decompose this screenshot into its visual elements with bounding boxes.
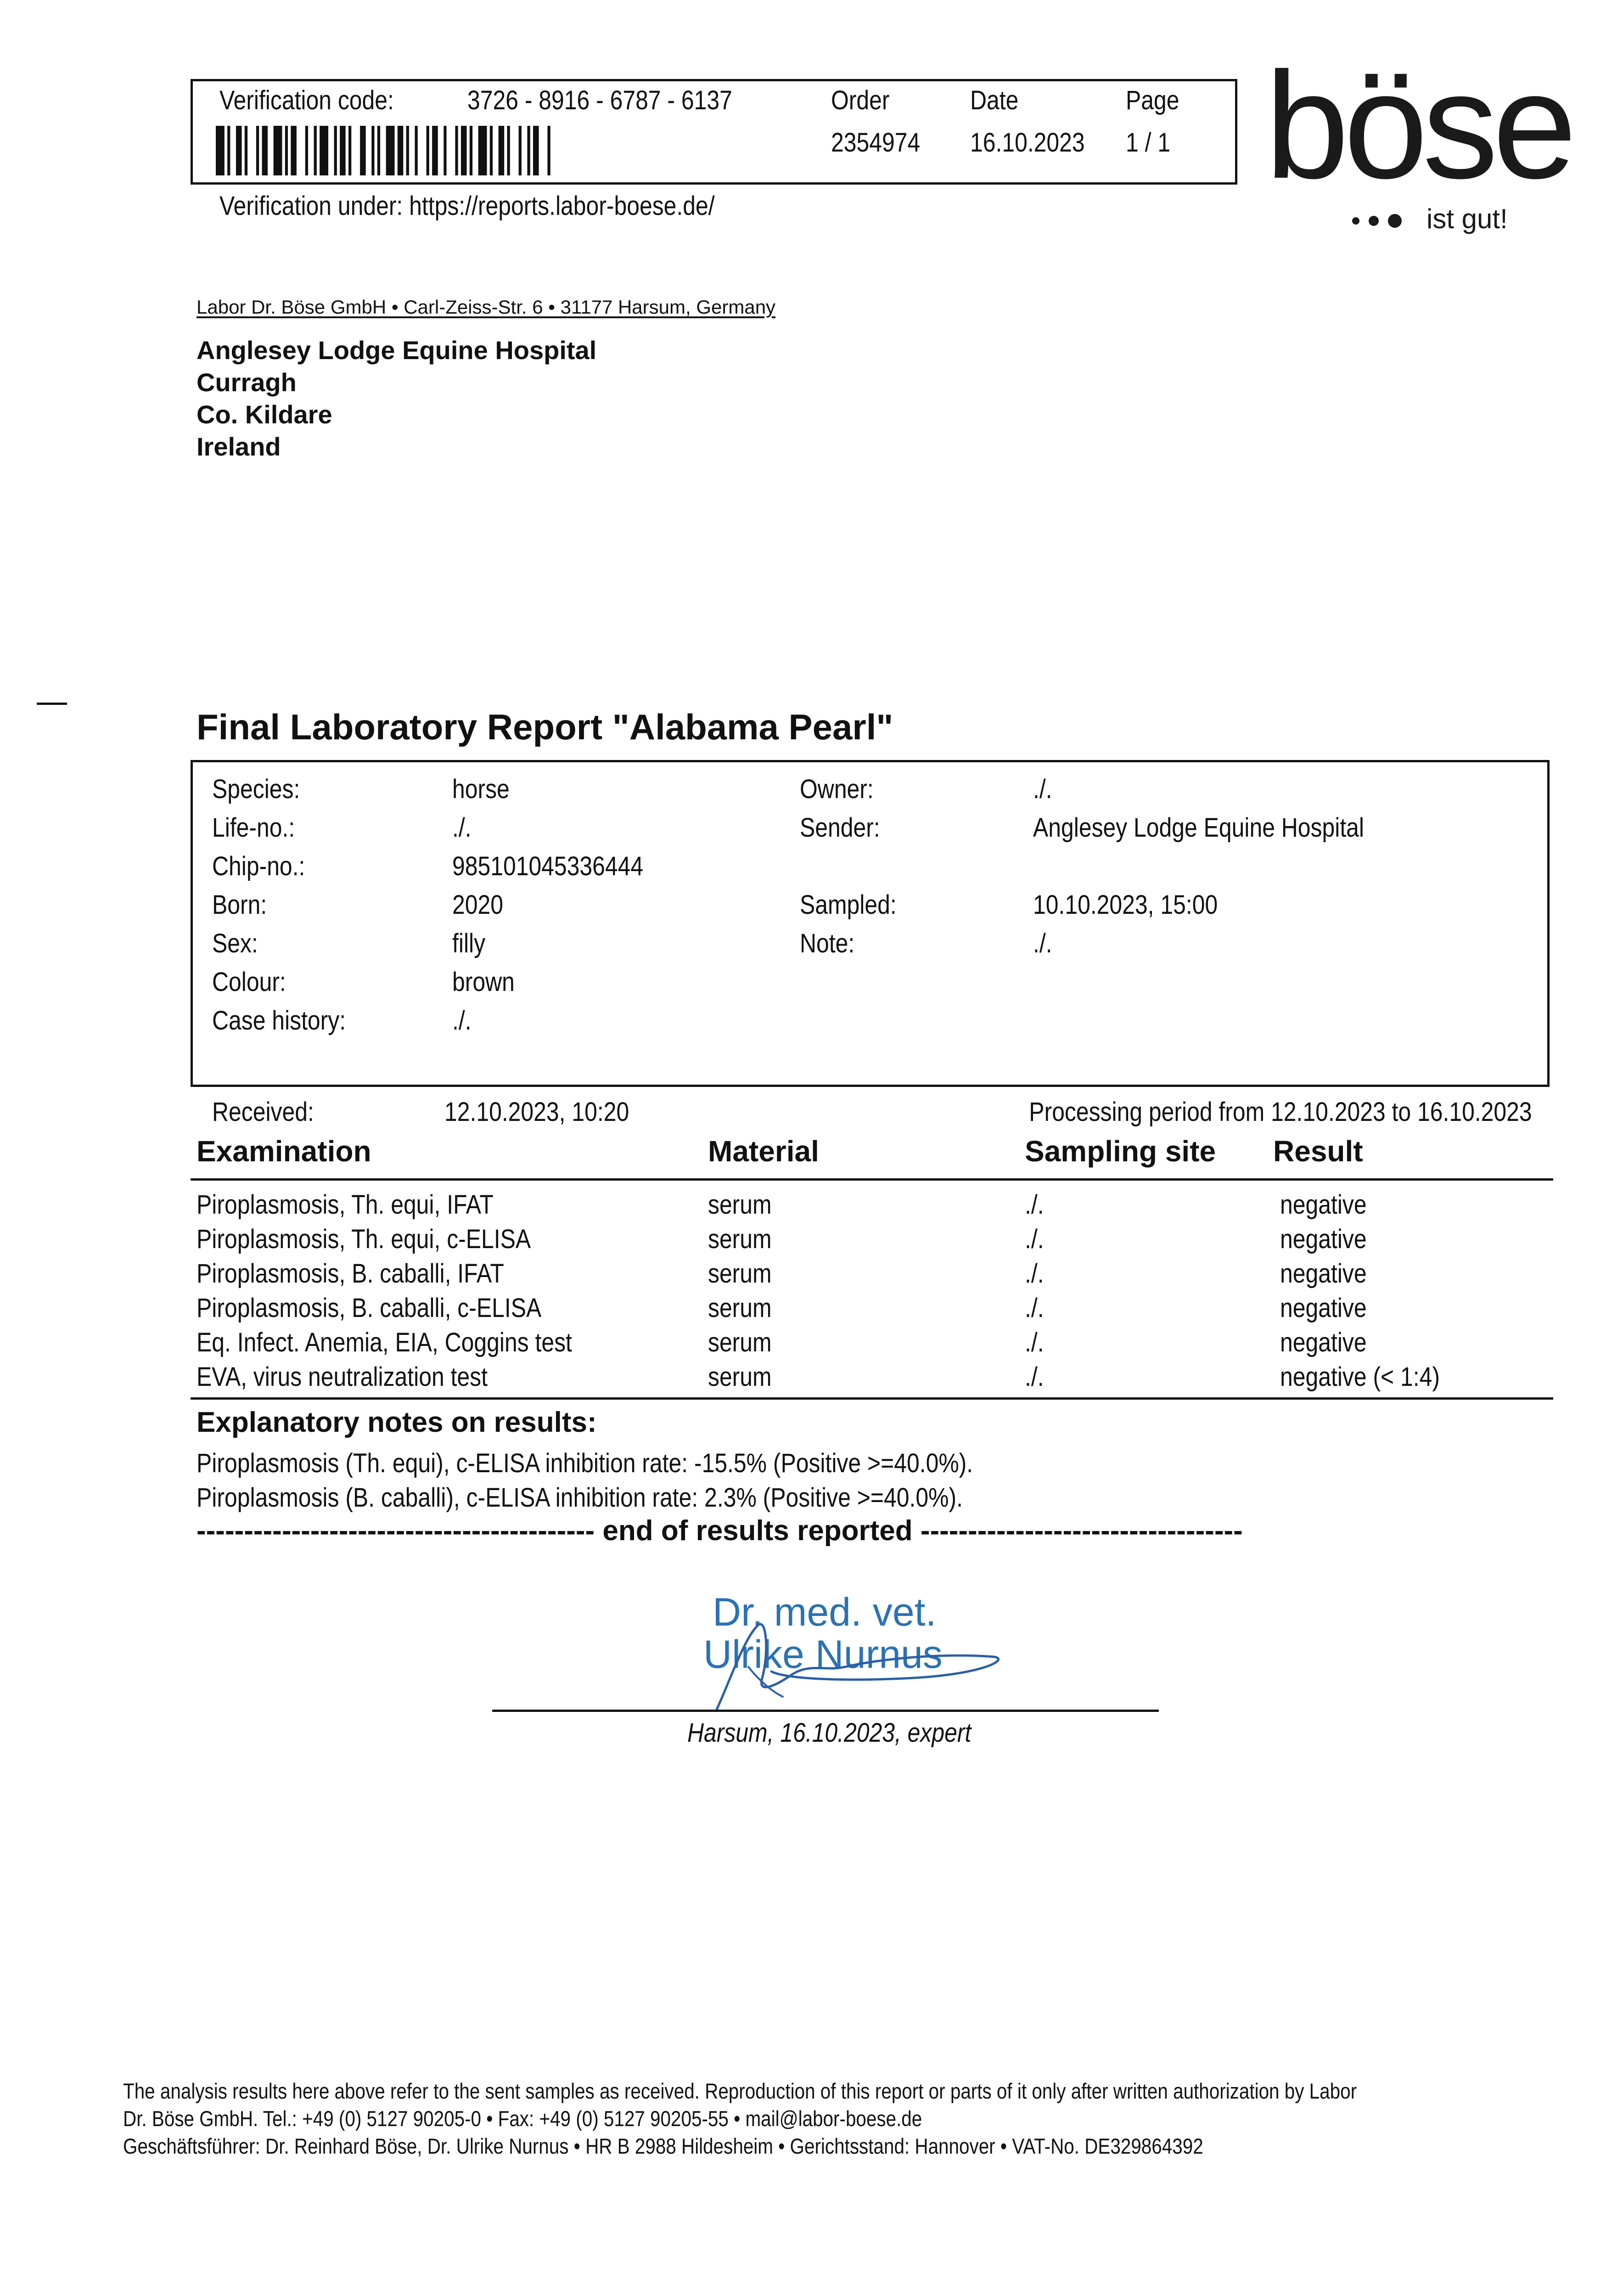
result-cell-sampling-site: ./. (1025, 1190, 1044, 1220)
case-history-value: ./. (452, 1006, 472, 1035)
boese-logo (1265, 40, 1572, 243)
result-cell-result: negative (1280, 1190, 1367, 1220)
end-of-results-marker: ------------------------------------------ end of results reported ---------------------------------- (197, 1515, 1243, 1547)
signature-title: Dr. med. vet. (713, 1590, 937, 1634)
life-no-label: Life-no.: (212, 813, 295, 843)
result-cell-examination: Piroplasmosis, B. caballi, c-ELISA (197, 1293, 542, 1323)
sampled-value: 10.10.2023, 15:00 (1033, 890, 1218, 920)
owner-value: ./. (1033, 774, 1052, 804)
report-date: 16.10.2023 (970, 128, 1085, 158)
table-header-rule (191, 1178, 1553, 1181)
recipient-line-3: Co. Kildare (197, 400, 332, 429)
result-cell-material: serum (708, 1224, 772, 1254)
result-cell-result: negative (1280, 1328, 1367, 1357)
chip-no-value: 985101045336444 (452, 851, 644, 881)
owner-label: Owner: (800, 774, 874, 804)
logo-wordmark: böse (1265, 40, 1572, 210)
logo-dot (1388, 214, 1402, 228)
col-sampling-site: Sampling site (1025, 1135, 1216, 1168)
received-value: 12.10.2023, 10:20 (444, 1097, 629, 1127)
page-label: Page (1126, 85, 1179, 115)
barcode (216, 126, 553, 175)
result-cell-material: serum (708, 1259, 772, 1289)
result-cell-sampling-site: ./. (1025, 1328, 1044, 1357)
table-bottom-rule (191, 1397, 1553, 1400)
processing-period: Processing period from 12.10.2023 to 16.10.2023 (1029, 1097, 1532, 1127)
species-label: Species: (212, 774, 300, 804)
recipient-name: Anglesey Lodge Equine Hospital (197, 336, 597, 365)
born-value: 2020 (452, 890, 503, 920)
note-value: ./. (1033, 929, 1052, 958)
received-label: Received: (212, 1097, 314, 1127)
notes-title: Explanatory notes on results: (197, 1407, 597, 1438)
page-number: 1 / 1 (1126, 128, 1171, 158)
verification-code: 3726 - 8916 - 6787 - 6137 (467, 85, 732, 115)
sender-value: Anglesey Lodge Equine Hospital (1033, 813, 1365, 843)
col-examination: Examination (197, 1135, 371, 1168)
result-cell-examination: Piroplasmosis, Th. equi, c-ELISA (197, 1224, 531, 1254)
sender-label: Sender: (800, 813, 880, 843)
logo-tagline: ist gut! (1426, 203, 1508, 234)
result-cell-material: serum (708, 1328, 772, 1357)
result-cell-examination: Eq. Infect. Anemia, EIA, Coggins test (197, 1328, 572, 1357)
result-cell-examination: Piroplasmosis, B. caballi, IFAT (197, 1259, 504, 1289)
case-history-label: Case history: (212, 1006, 346, 1035)
signature-name: Ulrike Nurnus (703, 1632, 943, 1677)
sampled-label: Sampled: (800, 890, 897, 920)
logo-dot (1352, 217, 1359, 225)
patient-info-box (191, 760, 1550, 1087)
born-label: Born: (212, 890, 267, 920)
date-label: Date (970, 85, 1019, 115)
col-result: Result (1273, 1135, 1363, 1168)
fold-mark (37, 703, 67, 705)
result-cell-result: negative (< 1:4) (1280, 1362, 1440, 1392)
result-cell-examination: EVA, virus neutralization test (197, 1362, 488, 1392)
life-no-value: ./. (452, 813, 472, 843)
species-value: horse (452, 774, 510, 804)
signature-rule (492, 1710, 1159, 1712)
note-line: Piroplasmosis (Th. equi), c-ELISA inhibition rate: -15.5% (Positive >=40.0%). (197, 1448, 973, 1478)
result-cell-result: negative (1280, 1259, 1367, 1289)
colour-label: Colour: (212, 967, 286, 997)
logo-dot (1369, 216, 1379, 226)
result-cell-material: serum (708, 1293, 772, 1323)
recipient-line-2: Curragh (197, 368, 297, 397)
result-cell-sampling-site: ./. (1025, 1259, 1044, 1289)
order-label: Order (831, 85, 890, 115)
sender-address-line: Labor Dr. Böse GmbH • Carl-Zeiss-Str. 6 • 31177 Harsum, Germany (197, 296, 776, 318)
note-line: Piroplasmosis (B. caballi), c-ELISA inhibition rate: 2.3% (Positive >=40.0%). (197, 1483, 963, 1513)
result-cell-examination: Piroplasmosis, Th. equi, IFAT (197, 1190, 494, 1220)
recipient-country: Ireland (197, 432, 281, 461)
note-label: Note: (800, 929, 855, 958)
signature-scribble (689, 1598, 1010, 1717)
result-cell-result: negative (1280, 1224, 1367, 1254)
result-cell-sampling-site: ./. (1025, 1224, 1044, 1254)
verification-url: Verification under: https://reports.labor-boese.de/ (219, 191, 715, 221)
verification-label: Verification code: (219, 85, 394, 115)
signature-place-date: Harsum, 16.10.2023, expert (687, 1718, 972, 1748)
result-cell-material: serum (708, 1190, 772, 1220)
colour-value: brown (452, 967, 515, 997)
order-number: 2354974 (831, 128, 921, 158)
result-cell-material: serum (708, 1362, 772, 1392)
report-title: Final Laboratory Report "Alabama Pearl" (197, 707, 893, 747)
footer-disclaimer: The analysis results here above refer to the sent samples as received. Reproduction of this report or parts of it only after written authorization by Labor (123, 2079, 1357, 2103)
footer-registration: Geschäftsführer: Dr. Reinhard Böse, Dr. Ulrike Nurnus • HR B 2988 Hildesheim • Gerichtsstand: Hannover • VAT-No. DE329864392 (123, 2134, 1203, 2158)
col-material: Material (708, 1135, 819, 1168)
result-cell-result: negative (1280, 1293, 1367, 1323)
result-cell-sampling-site: ./. (1025, 1362, 1044, 1392)
result-cell-sampling-site: ./. (1025, 1293, 1044, 1323)
sex-value: filly (452, 929, 486, 958)
footer-contact: Dr. Böse GmbH. Tel.: +49 (0) 5127 90205-0 • Fax: +49 (0) 5127 90205-55 • mail@labor-boese.de (123, 2106, 922, 2131)
sex-label: Sex: (212, 929, 258, 958)
chip-no-label: Chip-no.: (212, 851, 305, 881)
